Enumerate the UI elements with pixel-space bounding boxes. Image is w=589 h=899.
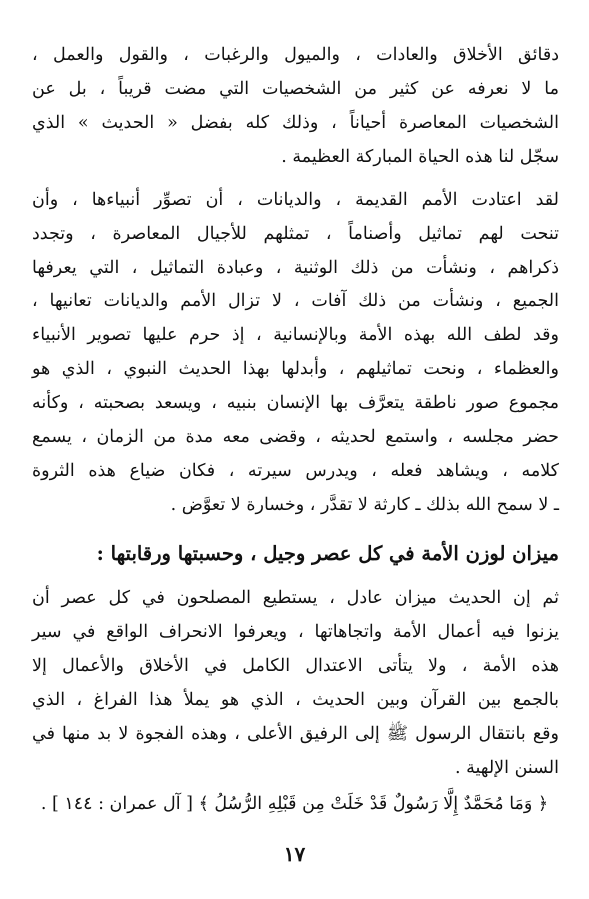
quran-verse-citation: ﴿ وَمَا مُحَمَّدٌ إِلَّا رَسُولٌ قَدْ خَلَتْ مِن قَبْلِهِ الرُّسُلُ ﴾ [ آل عمران : ١٤٤ ] . <box>40 794 549 814</box>
text-line: والعظماء ، ونحت تماثيلهم ، وأبدلها بهذا الحديث النبوي ، الذي هو <box>32 359 559 379</box>
text-line: وقد لطف الله بهذه الأمة وبالإنسانية ، إذ حرم عليها تصوير الأنبياء <box>32 325 559 345</box>
page-number: ١٧ <box>283 842 306 866</box>
text-line: الشخصيات المعاصرة أحياناً ، وذلك كله بفضل « الحديث » الذي <box>32 113 559 133</box>
text-line: يزنوا فيه أعمال الأمة واتجاهاتها ، ويعرفوا الانحراف الواقع في سير <box>32 622 559 642</box>
text-line: بالجمع بين القرآن وبين الحديث ، الذي هو يملأ هذا الفراغ ، الذي <box>32 690 559 710</box>
text-line: ـ لا سمح الله بذلك ـ كارثة لا تقدَّر ، وخسارة لا تعوَّض . <box>170 495 559 515</box>
text-line: سجّل لنا هذه الحياة المباركة العظيمة . <box>281 147 559 167</box>
text-line: وقع بانتقال الرسول ﷺ إلى الرفيق الأعلى ، وهذه الفجوة لا بد منها في <box>32 724 559 744</box>
text-line: ثم إن الحديث ميزان عادل ، يستطيع المصلحون في كل عصر أن <box>32 588 559 608</box>
text-line: لقد اعتادت الأمم القديمة ، والديانات ، أن تصوِّر أنبياءها ، وأن <box>32 190 559 210</box>
text-line: ذكراهم ، ونشأت من ذلك الوثنية ، وعبادة التماثيل ، التي يعرفها <box>32 258 559 278</box>
text-line: تنحت لهم تماثيل وأصناماً ، تمثلهم للأجيال المعاصرة ، وتجدد <box>32 224 559 244</box>
text-line: ما لا نعرفه عن كثير من الشخصيات التي مضت قريباً ، بل عن <box>32 79 559 99</box>
text-line: دقائق الأخلاق والعادات ، والميول والرغبات ، والقول والعمل ، <box>32 45 559 65</box>
text-line: مجموع صور ناطقة يتعرَّف بها الإنسان بنبيه ، ويسعد بصحبته ، وكأنه <box>32 393 559 413</box>
text-line: السنن الإلهية . <box>454 758 559 778</box>
text-line: الجميع ، ونشأت من ذلك آفات ، لا تزال الأمم والديانات تعانيها ، <box>32 291 559 311</box>
text-line: كلامه ، ويشاهد فعله ، ويدرس سيرته ، فكان ضياع هذه الثروة <box>32 461 559 481</box>
text-line: حضر مجلسه ، واستمع لحديثه ، وقضى معه مدة من الزمان ، يسمع <box>32 427 559 447</box>
section-heading: ميزان لوزن الأمة في كل عصر وجيل ، وحسبتها ورقابتها : <box>96 542 559 565</box>
text-line: هذه الأمة ، ولا يتأتى الاعتدال الكامل في الأخلاق والأعمال إلا <box>32 656 559 676</box>
